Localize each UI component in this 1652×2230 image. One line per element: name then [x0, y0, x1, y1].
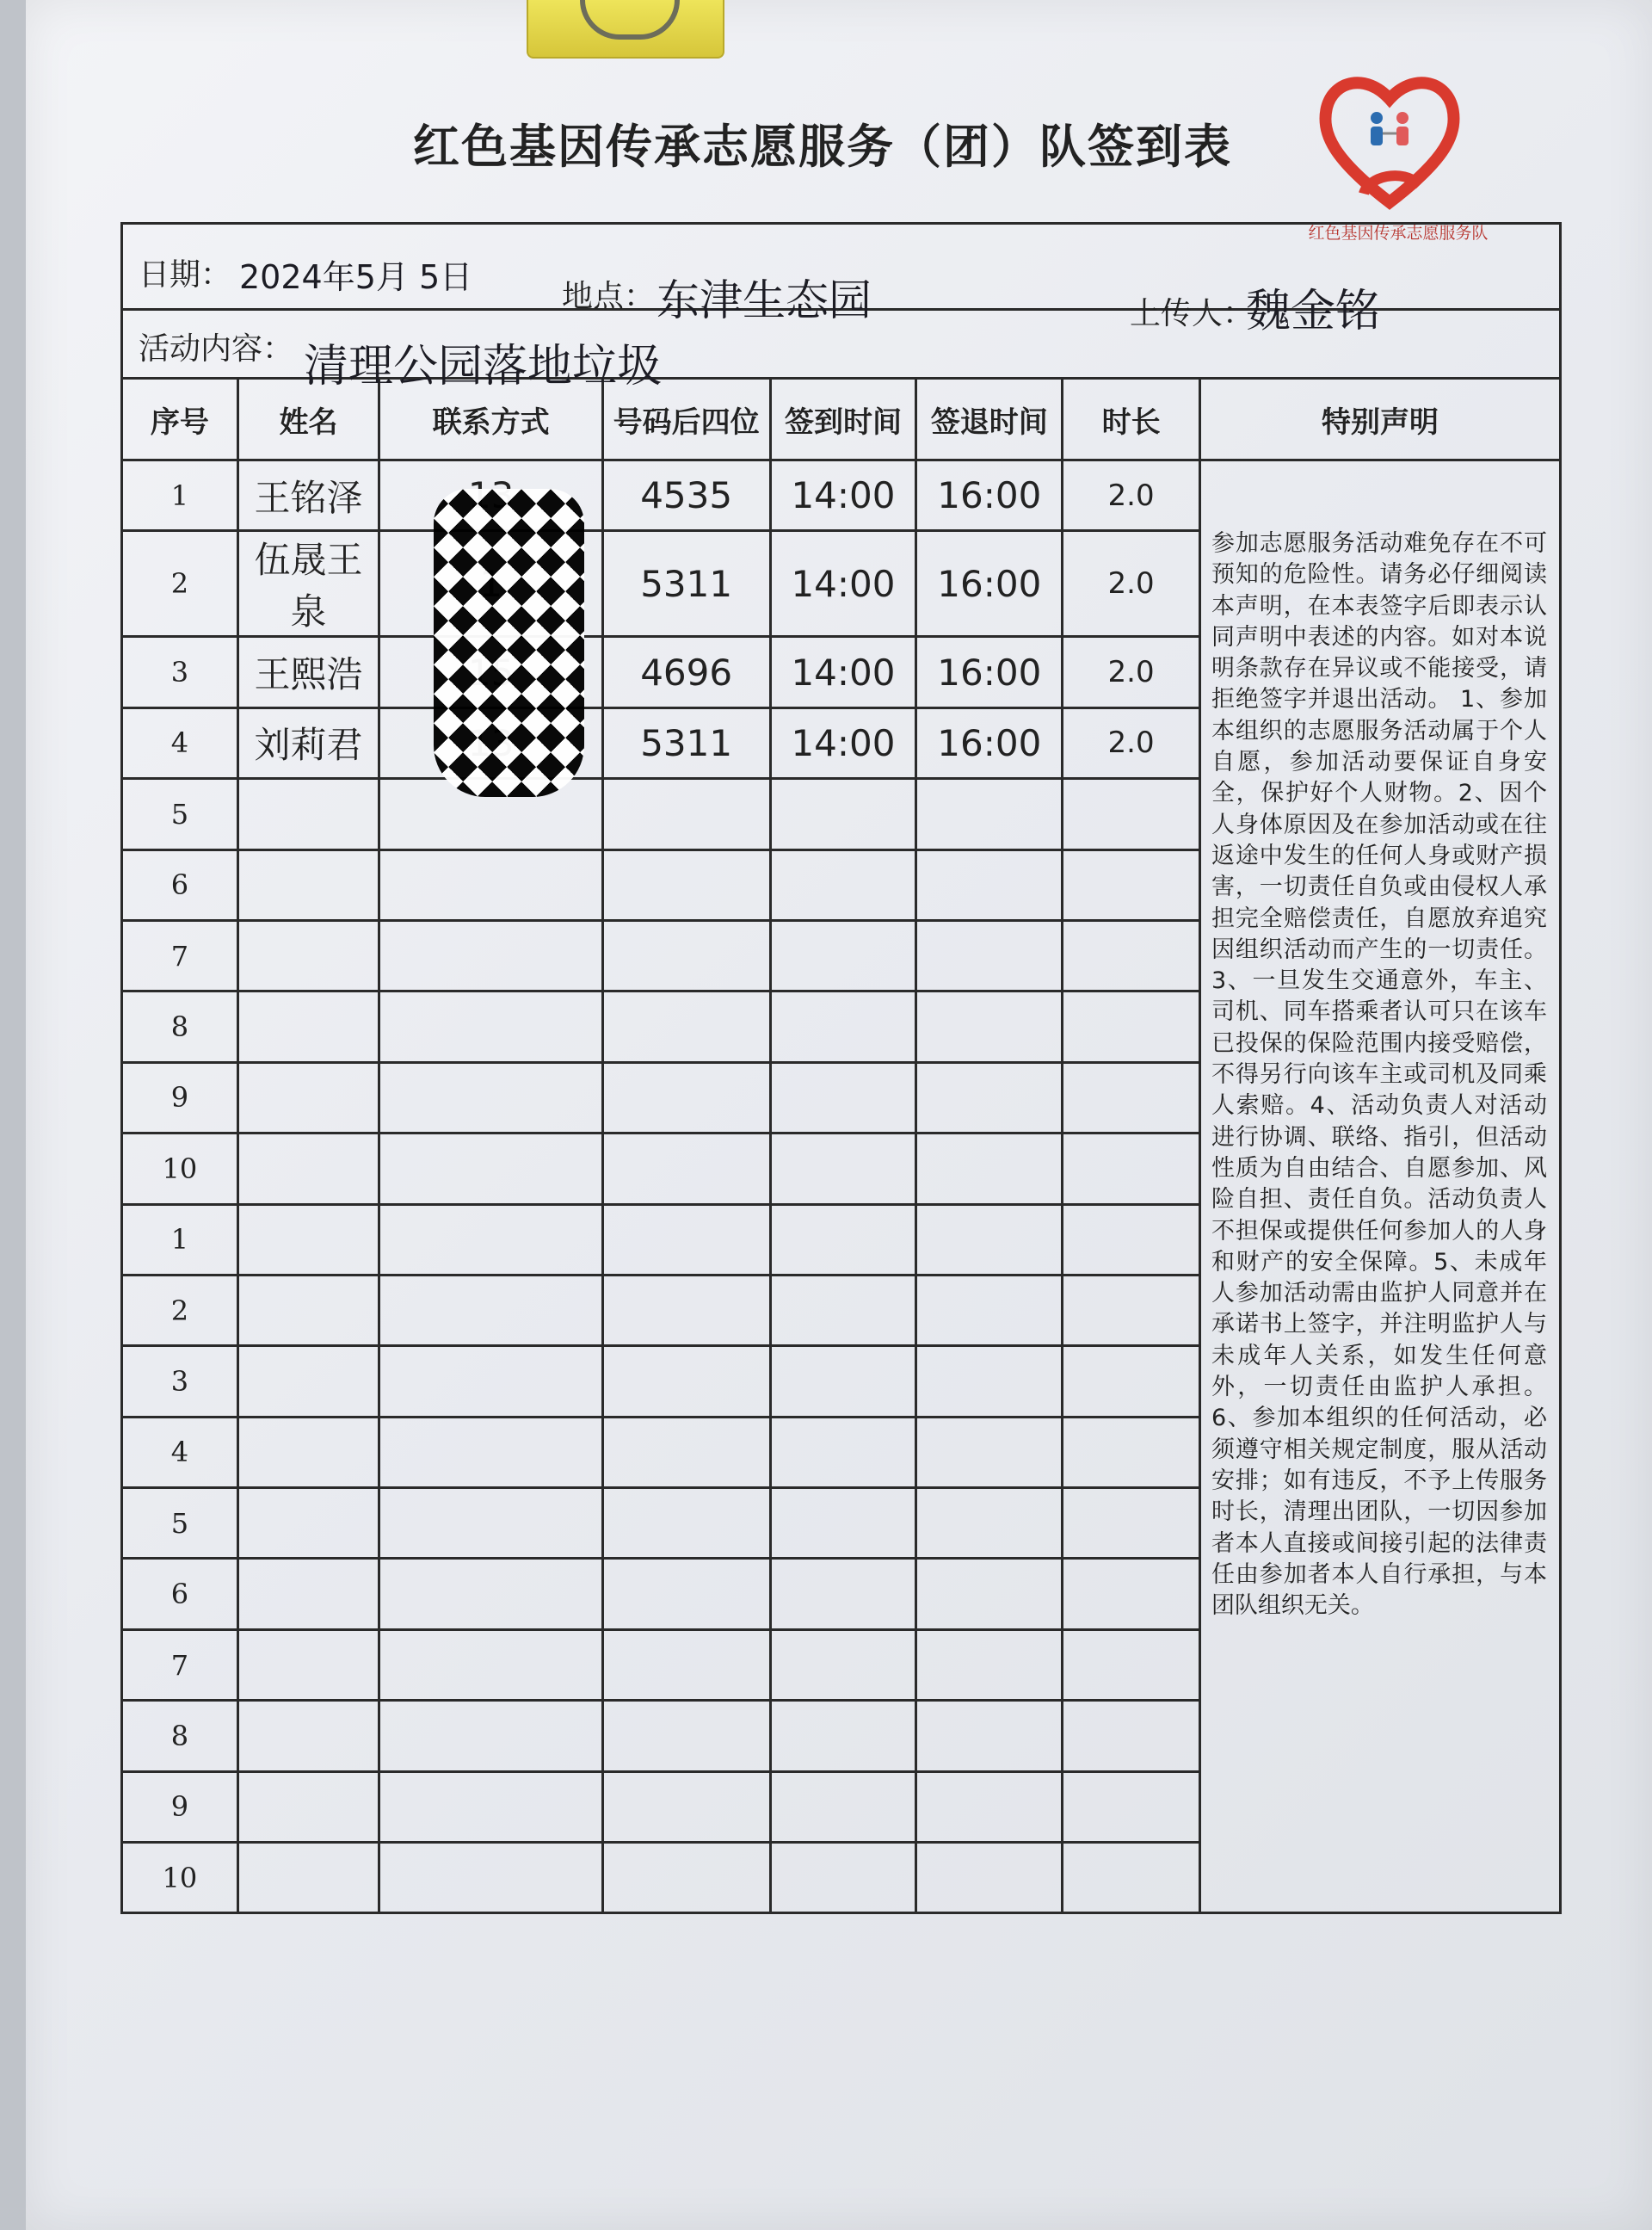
last4-cell [602, 1488, 770, 1559]
col-header-last4: 号码后四位 [602, 379, 770, 460]
name-cell [237, 1275, 379, 1345]
duration-cell [1063, 920, 1200, 991]
last4-cell [602, 920, 770, 991]
checkout-cell [916, 1843, 1063, 1913]
contact-cell [379, 849, 602, 920]
page-title: 红色基因传承志愿服务（团）队签到表 [413, 119, 1232, 174]
contact-redaction [434, 489, 584, 797]
seq-cell: 1 [122, 460, 238, 531]
name-cell: 伍晟王泉 [237, 531, 379, 637]
checkout-cell: 16:00 [916, 637, 1063, 707]
name-cell [237, 849, 379, 920]
header-row-date [122, 224, 1561, 337]
contact-cell [379, 1062, 602, 1133]
name-cell [237, 991, 379, 1062]
checkout-cell: 16:00 [916, 531, 1063, 637]
seq-cell: 1 [122, 1204, 238, 1275]
sign-in-sheet [120, 222, 1562, 1935]
seq-cell: 6 [122, 849, 238, 920]
seq-cell: 4 [122, 1417, 238, 1487]
checkin-cell [770, 991, 916, 1062]
last4-cell [602, 1134, 770, 1204]
contact-cell [379, 1134, 602, 1204]
last4-cell: 4535 [602, 460, 770, 531]
last4-cell [602, 1843, 770, 1913]
name-cell [237, 920, 379, 991]
last4-cell [602, 1346, 770, 1417]
uploader-value: 魏金铭 [1246, 286, 1381, 337]
duration-cell [1063, 1488, 1200, 1559]
seq-cell: 2 [122, 1275, 238, 1345]
checkout-cell [916, 1701, 1063, 1771]
last4-cell [602, 1629, 770, 1700]
contact-cell [379, 1204, 602, 1275]
checkin-cell [770, 779, 916, 849]
activity-value: 清理公园落地垃圾 [304, 341, 663, 392]
uploader-label: 上传人： [1130, 296, 1254, 331]
seq-cell: 8 [122, 1701, 238, 1771]
name-cell [237, 1204, 379, 1275]
checkin-cell: 14:00 [770, 460, 916, 531]
contact-cell [379, 991, 602, 1062]
last4-cell: 5311 [602, 707, 770, 778]
activity-label: 活动内容： [139, 331, 294, 367]
duration-cell: 2.0 [1063, 460, 1200, 531]
checkin-cell [770, 1771, 916, 1842]
contact-cell [379, 1629, 602, 1700]
location-label: 地点： [562, 279, 656, 314]
last4-cell: 4696 [602, 637, 770, 707]
col-header-duration: 时长 [1063, 379, 1200, 460]
checkout-cell [916, 1204, 1063, 1275]
header-row-activity [122, 310, 1561, 392]
checkin-cell [770, 1629, 916, 1700]
checkin-cell: 14:00 [770, 707, 916, 778]
binder-clip [527, 0, 724, 59]
checkout-cell [916, 1275, 1063, 1345]
name-cell: 王铭泽 [237, 460, 379, 531]
checkin-cell [770, 1701, 916, 1771]
col-header-contact: 联系方式 [379, 379, 602, 460]
checkout-cell [916, 1346, 1063, 1417]
checkout-cell [916, 849, 1063, 920]
contact-cell [379, 1488, 602, 1559]
contact-cell [379, 1417, 602, 1487]
checkout-cell [916, 1417, 1063, 1487]
notice-cell [1199, 460, 1560, 1913]
logo-caption: 红色基因传承志愿服务队 [1308, 224, 1489, 243]
last4-cell [602, 1417, 770, 1487]
last4-cell: 5311 [602, 531, 770, 637]
col-header-checkin: 签到时间 [770, 379, 916, 460]
checkin-cell [770, 849, 916, 920]
checkin-cell [770, 1346, 916, 1417]
duration-cell [1063, 779, 1200, 849]
name-cell [237, 1843, 379, 1913]
last4-cell [602, 1701, 770, 1771]
duration-cell [1063, 1417, 1200, 1487]
name-cell: 王熙浩 [237, 637, 379, 707]
special-notice-text: 参加志愿服务活动难免存在不可预知的危险性。请务必仔细阅读本声明，在本表签字后即表示认同声明中表述的内容。如对本说明条款存在异议或不能接受，请拒绝签字并退出活动。 1、参加本组织的志愿服务活动属于个人自愿，参加活动要保证自身安全，保护好个人财物。2、因个人身体原因及在参加活动或在往返途中发生的任何人身或财产损害，一切责任自负或由侵权人承担完全赔偿责任，自愿放弃追究因组织活动而产生的一切责任。3、一旦发生交通意外，车主、司机、同车搭乘者认可只在该车已投保的保险范围内接受赔偿，不得另行向该车主或司机及同乘人索赔。4、活动负责人对活动进行协调、联络、指引，但活动性质为自由结合、自愿参加、风险自担、责任自负。活动负责人不担保或提供任何参加人的人身和财产的安全保障。5、未成年人参加活动需由监护人同意并在承诺书上签字，并注明监护人与未成年人关系，如发生任何意外，一切责任由监护人承担。6、参加本组织的任何活动，必须遵守相关规定制度，服从活动安排；如有违反，不予上传服务时长，清理出团队，一切因参加者本人直接或间接引起的法律责任由参加者本人自行承担，与本团队组织无关。 [1211, 530, 1547, 1620]
last4-cell [602, 1275, 770, 1345]
last4-cell [602, 849, 770, 920]
seq-cell: 10 [122, 1134, 238, 1204]
checkout-cell: 16:00 [916, 460, 1063, 531]
seq-cell: 2 [122, 531, 238, 637]
duration-cell: 2.0 [1063, 531, 1200, 637]
duration-cell [1063, 1559, 1200, 1629]
checkin-cell: 14:00 [770, 637, 916, 707]
checkout-cell [916, 991, 1063, 1062]
name-cell [237, 1417, 379, 1487]
contact-cell [379, 1559, 602, 1629]
contact-cell [379, 1701, 602, 1771]
col-header-notice: 特别声明 [1199, 379, 1560, 460]
seq-cell: 4 [122, 707, 238, 778]
name-cell [237, 1488, 379, 1559]
checkout-cell: 16:00 [916, 707, 1063, 778]
seq-cell: 9 [122, 1062, 238, 1133]
last4-cell [602, 1559, 770, 1629]
checkout-cell [916, 1134, 1063, 1204]
col-header-seq: 序号 [122, 379, 238, 460]
checkin-cell [770, 1134, 916, 1204]
checkin-cell [770, 920, 916, 991]
last4-cell [602, 1204, 770, 1275]
date-value: 2024年5月 5日 [239, 258, 473, 296]
checkin-cell [770, 1204, 916, 1275]
seq-cell: 7 [122, 1629, 238, 1700]
table-row [122, 460, 1561, 531]
checkout-cell [916, 920, 1063, 991]
seq-cell: 9 [122, 1771, 238, 1842]
checkin-cell [770, 1488, 916, 1559]
heart-logo-icon [1316, 65, 1463, 215]
name-cell [237, 1062, 379, 1133]
seq-cell: 7 [122, 920, 238, 991]
seq-cell: 10 [122, 1843, 238, 1913]
date-label: 日期： [139, 257, 232, 293]
checkin-cell [770, 1417, 916, 1487]
duration-cell [1063, 1843, 1200, 1913]
col-header-checkout: 签退时间 [916, 379, 1063, 460]
contact-cell [379, 1843, 602, 1913]
last4-cell [602, 1771, 770, 1842]
name-cell [237, 1346, 379, 1417]
duration-cell [1063, 1204, 1200, 1275]
contact-cell [379, 920, 602, 991]
duration-cell [1063, 1134, 1200, 1204]
sign-in-table [120, 222, 1562, 1914]
contact-cell [379, 1275, 602, 1345]
name-cell [237, 1629, 379, 1700]
col-header-name: 姓名 [237, 379, 379, 460]
duration-cell [1063, 1275, 1200, 1345]
duration-cell: 2.0 [1063, 707, 1200, 778]
duration-cell [1063, 1701, 1200, 1771]
seq-cell: 8 [122, 991, 238, 1062]
checkin-cell: 14:00 [770, 531, 916, 637]
duration-cell [1063, 991, 1200, 1062]
seq-cell: 3 [122, 637, 238, 707]
checkout-cell [916, 1629, 1063, 1700]
table-body [122, 460, 1561, 1913]
last4-cell [602, 991, 770, 1062]
seq-cell: 5 [122, 779, 238, 849]
duration-cell [1063, 1346, 1200, 1417]
duration-cell [1063, 1062, 1200, 1133]
name-cell [237, 1771, 379, 1842]
name-cell [237, 1559, 379, 1629]
checkout-cell [916, 1488, 1063, 1559]
contact-cell [379, 1346, 602, 1417]
duration-cell [1063, 849, 1200, 920]
name-cell [237, 779, 379, 849]
location-value: 东津生态园 [656, 275, 872, 325]
last4-cell [602, 779, 770, 849]
seq-cell: 6 [122, 1559, 238, 1629]
seq-cell: 3 [122, 1346, 238, 1417]
contact-cell [379, 1771, 602, 1842]
name-cell: 刘莉君 [237, 707, 379, 778]
checkout-cell [916, 1062, 1063, 1133]
checkin-cell [770, 1843, 916, 1913]
name-cell [237, 1134, 379, 1204]
seq-cell: 5 [122, 1488, 238, 1559]
checkout-cell [916, 1559, 1063, 1629]
checkin-cell [770, 1275, 916, 1345]
last4-cell [602, 1062, 770, 1133]
checkin-cell [770, 1559, 916, 1629]
checkout-cell [916, 779, 1063, 849]
name-cell [237, 1701, 379, 1771]
duration-cell [1063, 1771, 1200, 1842]
checkin-cell [770, 1062, 916, 1133]
checkout-cell [916, 1771, 1063, 1842]
duration-cell [1063, 1629, 1200, 1700]
duration-cell: 2.0 [1063, 637, 1200, 707]
